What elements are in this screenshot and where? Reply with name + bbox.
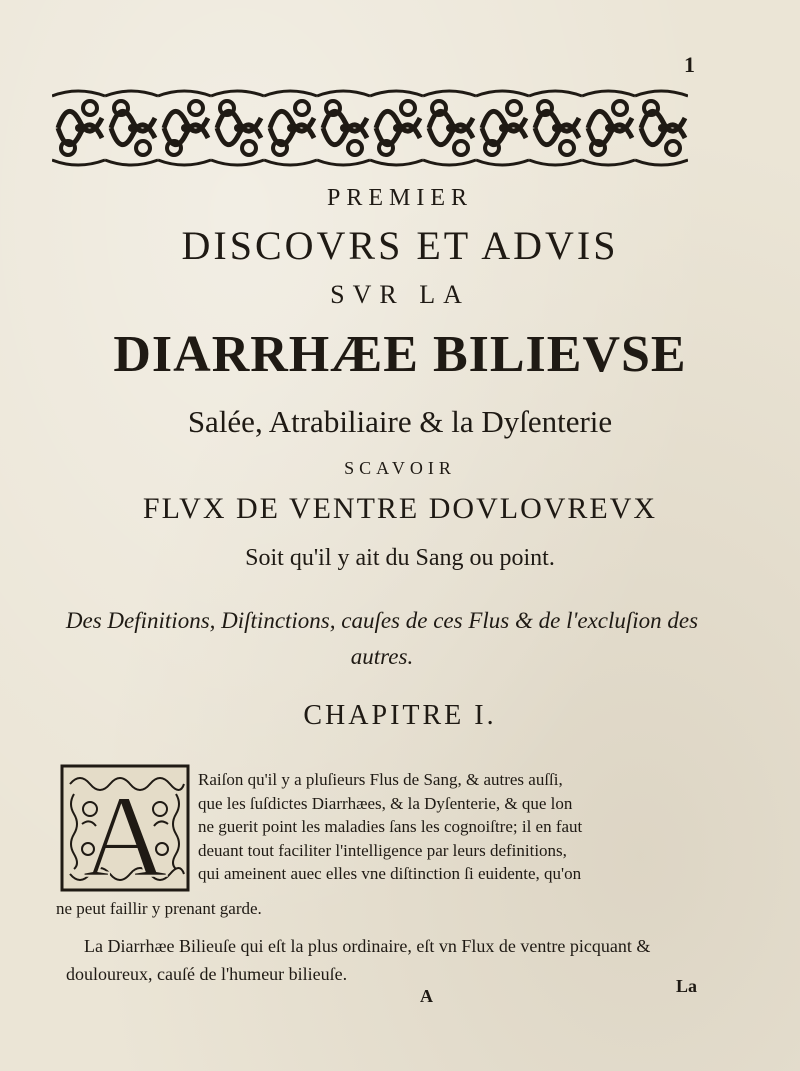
paragraph-1-line: qui ameinent auec elles vne diſtinction ſi euidente, qu'on — [198, 864, 582, 883]
title-line-premier: PREMIER — [326, 185, 473, 211]
title-line-flux: FLVX DE VENTRE DOVLOVREVX — [142, 492, 658, 525]
paragraph-1-line: que les ſuſdictes Diarrhæes, & la Dyſenterie, & que lon — [198, 793, 573, 813]
chapter-subtitle: Des Definitions, Diſtinctions, cauſes de ces Flus & de l'excluſion des autres. — [65, 608, 699, 669]
fleuron — [211, 91, 264, 165]
paragraph-1 — [198, 768, 702, 886]
fleuron — [582, 91, 635, 165]
dropcap-initial — [60, 764, 190, 892]
fleuron — [317, 91, 370, 165]
paragraph-1-line: ne guerit point les maladies ſans les cognoiſtre; il en faut — [198, 817, 583, 836]
fleuron — [423, 91, 476, 165]
paragraph-1-tail: ne peut faillir y prenant garde. — [56, 899, 262, 918]
chapter-heading: CHAPITRE I. — [303, 700, 497, 731]
fleuron — [158, 91, 211, 165]
ornament-band — [52, 88, 688, 168]
title-line-scavoir: SCAVOIR — [344, 458, 456, 478]
fleuron — [529, 91, 582, 165]
title-line-salee: Salée, Atrabiliaire & la Dyſenterie — [187, 404, 613, 439]
paragraph-1-line: deuant tout faciliter l'intelligence par leurs definitions, — [198, 840, 567, 860]
fleuron — [264, 91, 317, 165]
title-line-discours: DISCOVRS ET ADVIS — [181, 223, 619, 268]
title-line-sur-la: SVR LA — [330, 280, 470, 309]
fleuron — [476, 91, 529, 165]
page-number: 1 — [684, 52, 695, 77]
paragraph-2: La Diarrhæe Bilieuſe qui eſt la plus ordinaire, eſt vn Flux de ventre picquant & douloureux, cauſé de l'humeur bilieuſe. — [66, 936, 651, 984]
title-line-soit: Soit qu'il y ait du Sang ou point. — [245, 545, 555, 571]
fleuron — [105, 91, 158, 165]
fleuron — [635, 91, 688, 165]
signature-mark: A — [420, 986, 433, 1006]
fleuron — [370, 91, 423, 165]
fleuron — [52, 91, 105, 165]
title-line-diarrhee: DIARRHÆE BILIEVSE — [113, 326, 687, 383]
paragraph-1-line: Raiſon qu'il y a pluſieurs Flus de Sang, & autres auſſi, — [198, 770, 563, 789]
dropcap-letter: A — [82, 771, 168, 892]
catchword: La — [676, 976, 698, 996]
